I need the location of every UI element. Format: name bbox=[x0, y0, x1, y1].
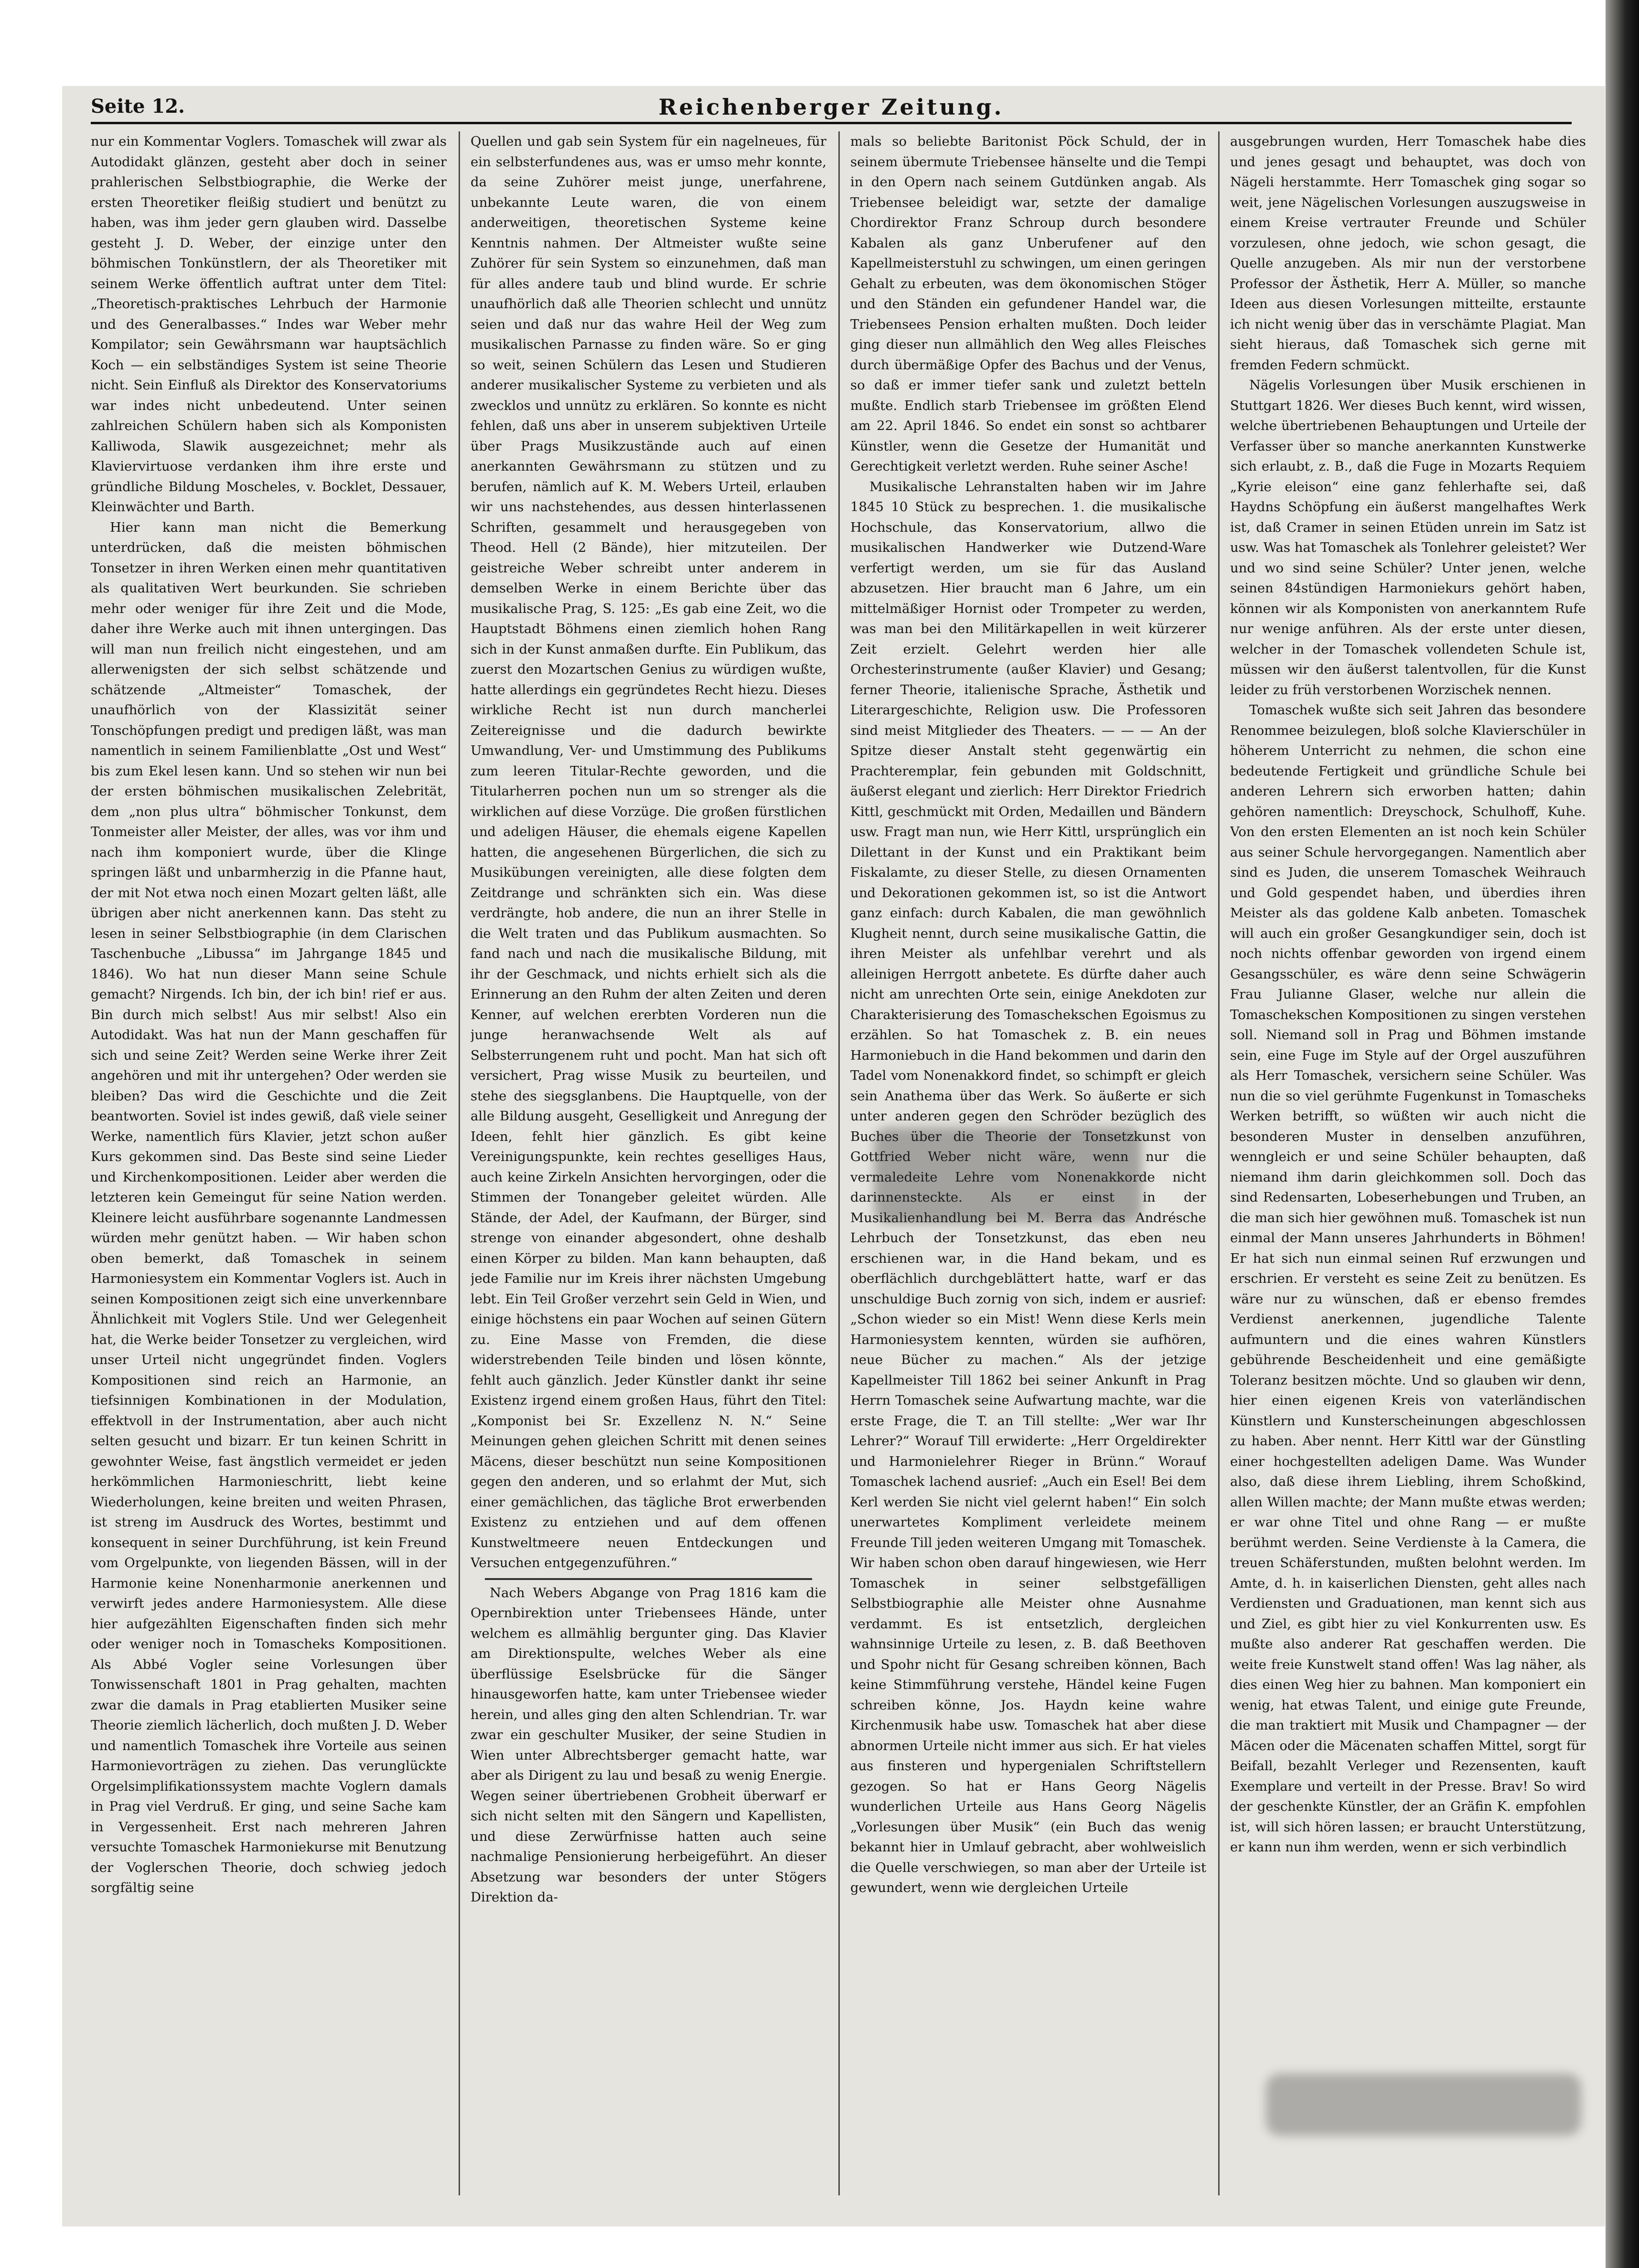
paragraph: Musikalische Lehranstalten haben wir im Jahre 1845 10 Stück zu besprechen. 1. die musikalische Hochschule, das Konservatorium, allwo die musikalischen Handwerker wie Dutzend-Ware verfertigt werden, um sie für das Ausland abzusetzen. Hier braucht man 6 Jahre, um ein mittelmäßiger Hornist oder Trompeter zu werden, was man bei den Militärkapellen in weit kürzerer Zeit erzielt. Gelehrt werden hier alle Orchesterinstrumente (außer Klavier) und Gesang; ferner Theorie, italienische Sprache, Ästhetik und Literargeschichte, Religion usw. Die Professoren sind meist Mitglieder des Theaters. — — — An der Spitze dieser Anstalt steht gegenwärtig ein Prachteremplar, fein gebunden mit Goldschnitt, äußerst elegant und zierlich: Herr Direktor Friedrich Kittl, geschmückt mit Orden, Medaillen und Bändern usw. Fragt man nun, wie Herr Kittl, ursprünglich ein Dilettant in der Kunst und ein Praktikant beim Fiskalamte, zu dieser Stelle, zu diesen Ornamenten und Dekorationen gekommen ist, so ist die Antwort ganz einfach: durch Kabalen, die man gewöhnlich Klugheit nennt, durch seine musikalische Gattin, die ihren Meister als unfehlbar verehrt und als alleinigen Herrgott anbetete. Es dürfte daher auch nicht am unrechten Orte sein, einige Anekdoten zur Charakterisierung des Tomaschekschen Egoismus zu erzählen. So hat Tomaschek z. B. ein neues Harmoniebuch in die Hand bekommen und darin den Tadel vom Nonenakkord findet, so schimpft er gleich sein Anathema über das Werk. So äußerte er sich unter anderen gegen den Schröder bezüglich des Buches über die Theorie der Tonsetzkunst von Gottfried Weber nicht wäre, wenn nur die vermaledeite Lehre vom Nonenakkorde nicht darinnensteckte. Als er einst in der Musikalienhandlung bei M. Berra das Andrésche Lehrbuch der Tonsetzkunst, das eben neu erschienen war, in die Hand bekam, und es oberflächlich durchgeblättert hatte, warf er das unschuldige Buch zornig von sich, indem er ausrief: „Schon wieder so ein Mist! Wenn diese Kerls mein Harmoniesystem kennten, würden sie aufhören, neue Bücher zu machen.“ Als der jetzige Kapellmeister Till 1862 bei seiner Ankunft in Prag Herrn Tomaschek seine Aufwartung machte, war die erste Frage, die T. an Till stellte: „Wer war Ihr Lehrer?“ Worauf Till erwiderte: „Herr Orgeldirekter und Harmonielehrer Rieger in Brünn.“ Worauf Tomaschek lachend ausrief: „Auch ein Esel! Bei dem Kerl werden Sie nicht viel gelernt haben!“ Ein solch unerwartetes Kompliment verleidete meinem Freunde Till jeden weiteren Umgang mit Tomaschek. Wir haben schon oben darauf hingewiesen, wie Herr Tomaschek in seiner selbstgefälligen Selbstbiographie alle Meister ohne Ausnahme verdammt. Es ist entsetzlich, dergleichen wahnsinnige Urteile zu lesen, z. B. daß Beethoven und Spohr nicht für Gesang schreiben können, Bach keine Stimmführung verstehe, Händel keine Fugen schreiben könne, Jos. Haydn keine wahre Kirchenmusik habe usw. Tomaschek hat aber diese abnormen Urteile nicht immer aus sich. Er hat vieles aus finsteren und hypergenialen Schriftstellern gezogen. So hat er Hans Georg Nägelis wunderlichen Urteile aus Hans Georg Nägelis „Vorlesungen über Musik“ (ein Buch das wenig bekannt hier in Umlauf gebracht, aber wohlweislich die Quelle verschwiegen, so man aber der Urteile ist gewundert, wenn wie dergleichen Urteile bbox=[850, 479, 1206, 1895]
masthead: Reichenberger Zeitung. bbox=[658, 94, 1004, 120]
paragraph: Nach Webers Abgange von Prag 1816 kam die Opernbirektion unter Triebensees Hände, unter welchem es allmählig bergunter ging. Das Klavier am Direktionspulte, welches Weber als eine überflüssige Eselsbrücke für die Sänger hinausgeworfen hatte, kam unter Triebensee wieder herein, und alles ging den alten Schlendrian. Tr. war zwar ein geschulter Musiker, der seine Studien in Wien unter Albrechtsberger gemacht hatte, war aber als Dirigent zu lau und besaß zu wenig Energie. Wegen seiner übertriebenen Grobheit überwarf er sich nicht selten mit den Sängern und Kapellisten, und diese Zerwürfnisse hatten auch seine nachmalige Pensionierung herbeigeführt. An dieser Absetzung war besonders der unter Stögers Direktion da- bbox=[471, 1585, 826, 1905]
paragraph: Tomaschek wußte sich seit Jahren das besondere Renommee beizulegen, bloß solche Klavierschüler in höherem Unterricht zu nehmen, die schon eine bedeutende Fertigkeit und gründliche Schule bei anderen Lehrern sich erworben hatten; dahin gehören namentlich: Dreyschock, Schulhoff, Kuhe. Von den ersten Elementen an ist noch kein Schüler aus seiner Schule hervorgegangen. Namentlich aber sind es Juden, die unserem Tomaschek Weihrauch und Gold gespendet haben, und überdies ihren Meister als das goldene Kalb anbeten. Tomaschek will auch ein großer Gesangkundiger sein, doch ist noch nichts offenbar geworden von irgend einem Gesangsschüler, es wäre denn seine Schwägerin Frau Julianne Glaser, welche nur allein die Tomaschekschen Kompositionen zu singen verstehen soll. Niemand soll in Prag und Böhmen imstande sein, eine Fuge im Style auf der Orgel auszuführen als Herr Tomaschek, versichern seine Schüler. Was nun die so viel gerühmte Fugenkunst in Tomascheks Werken betrifft, so wüßten wir auch nicht die besonderen Muster in denselben anzuführen, wenngleich er und seine Schüler behaupten, daß niemand ihm darin gleichkommen soll. Doch das sind Redensarten, Lobeserhebungen und Truben, an die man sich hier gewöhnen muß. Tomaschek ist nun einmal der Mann unseres Jahrhunderts in Böhmen! Er hat sich nun einmal seinen Ruf erzwungen und erschrien. Er versteht es seine Zeit zu benützen. Es wäre nur zu wünschen, daß er ebenso fremdes Verdienst anerkennen, jugendliche Talente aufmuntern und die eines wahren Künstlers gebührende Bescheidenheit und eine gemäßigte Toleranz besitzen möchte. Und so glauben wir denn, hier einen eigenen Kreis von vaterländischen Künstlern und Kunsterscheinungen abgeschlossen zu haben. Aber nennt. Herr Kittl war der Günstling einer hochgestellten adeligen Dame. Was Wunder also, daß diese ihrem Liebling, ihrem Schoßkind, allen Willen machte; der Mann mußte etwas werden; er war ohne Titel und ohne Rang — er mußte berühmt werden. Seine Verdienste à la Camera, die treuen Schäferstunden, mußten belohnt werden. Im Amte, d. h. in kaiserlichen Diensten, geht alles nach Verdiensten und Graduationen, man kennt sich aus und Ziel, es gibt hier zu viel Konkurrenten usw. Es mußte also anderer Rat geschaffen werden. Die weite freie Kunstwelt stand offen! Was lag näher, als dies einen Weg hier zu bahnen. Man komponiert ein wenig, hat etwas Talent, und einige gute Freunde, die man traktiert mit Musik und Champagner — der Mäcen oder die Mäcenaten schaffen Mittel, sorgt für Beifall, bezahlt Verleger und Rezensenten, kauft Exemplare und verteilt in der Presse. Brav! So wird der geschenkte Künstler, der an Gräfin K. empfohlen ist, will sich hören lassen; er braucht Unterstützung, er kann nun ihm werden, wenn er sich verbindlich bbox=[1230, 702, 1586, 1855]
column-rule bbox=[459, 131, 460, 2195]
paragraph: Quellen und gab sein System für ein nagelneues, für ein selbsterfundenes aus, was er umso mehr konnte, da seine Zuhörer meist junge, unerfahrene, unbekannte Leute waren, die von einem anderweitigen, theoretischen Systeme keine Kenntnis nahmen. Der Altmeister wußte seine Zuhörer für sein System so einzunehmen, daß man für alles andere taub und blind wurde. Er schrie unaufhörlich daß alle Theorien schlecht und unnütz seien und daß nur das wahre Heil der Weg zum musikalischen Parnasse zu finden wäre. So er ging so weit, seinen Schülern das Lesen und Studieren anderer musikalischer Systeme zu verbieten und als zwecklos und unnütz zu erklären. So konnte es nicht fehlen, daß uns aber in unserem subjektiven Urteile über Prags Musikzustände auch auf einen anerkannten Gewährsmann zu stützen und zu berufen, nämlich auf K. M. Webers Urteil, erlauben wir uns nachstehendes, aus dessen hinterlassenen Schriften, gesammelt und herausgegeben von Theod. Hell (2 Bände), hier mitzuteilen. Der geistreiche Weber schreibt unter anderem in demselben Werke in einem Berichte über das musikalische Prag, S. 125: „Es gab eine Zeit, wo die Hauptstadt Böhmens einen ziemlich hohen Rang sich in der Kunst anmaßen durfte. Ein Publikum, das zuerst den Mozartschen Genius zu würdigen wußte, hatte allerdings ein gegründetes Recht hiezu. Dieses wirkliche Recht ist nun durch mancherlei Zeitereignisse und die dadurch bewirkte Umwandlung, Ver- und Umstimmung des Publikums zum leeren Titular-Rechte geworden, und die Titularherren pochen nun um so strenger als die wirklichen auf diese Vorzüge. Die großen fürstlichen und adeligen Häuser, die ehemals eigene Kapellen hatten, die angesehenen Bürgerlichen, die sich zu Musikübungen vereinigten, alle diese folgten dem Zeitdrange und schränkten sich ein. Was diese verdrängte, hob andere, die nun an ihrer Stelle in die Welt traten und das Publikum ausmachten. So fand nach und nach die musikalische Bildung, mit ihr der Geschmack, und nichts erhielt sich als die Erinnerung an den Ruhm der alten Zeiten und deren Kenner, auf welchen ererbten Vorderen nun die junge heranwachsende Welt als auf Selbsterrungenem ruht und pocht. Man hat sich oft versichert, Prag wisse Musik zu beurteilen, und stehe des siegsglanbens. Die Hauptquelle, von der alle Bildung ausgeht, Geselligkeit und Anregung der Ideen, fehlt hier gänzlich. Es gibt keine Vereinigungspunkte, kein rechtes geselliges Haus, auch keine Zirkeln Ansichten hervorgingen, oder die Stimmen der Tonangeber geleitet würden. Alle Stände, der Adel, der Kaufmann, der Bürger, sind strenge von einander abgesondert, ohne deshalb einen Körper zu bilden. Man kann behaupten, daß jede Familie nur im Kreis ihrer nächsten Umgebung lebt. Ein Teil Großer verzehrt sein Geld in Wien, und einige höchstens ein paar Wochen auf seinen Gütern zu. Eine Masse von Fremden, die diese widerstrebenden Teile binden und lösen könnte, fehlt auch gänzlich. Jeder Künstler dankt ihr seine Existenz irgend einem großen Haus, führt den Titel: „Komponist bei Sr. Exzellenz N. N.“ Seine Meinungen gehen gleichen Schritt mit denen seines Mäcens, dieser beschützt nun seine Kompositionen gegen den anderen, und so erlahmt der Mut, sich einer gemächlichen, das tägliche Brot erwerbenden Existenz zu entziehen und auf dem offenen Kunstweltmeere neuen Entdeckungen und Versuchen entgegenzuführen.“ bbox=[471, 134, 826, 1570]
paragraph: Nägelis Vorlesungen über Musik erschienen in Stuttgart 1826. Wer dieses Buch kennt, wird wissen, welche übertriebenen Behauptungen und Urteile der Verfasser über so manche anerkannten Kunstwerke sich erlaubt, z. B., daß die Fuge in Mozarts Requiem „Kyrie eleison“ eine ganz fehlerhafte sei, daß Haydns Schöpfung ein äußerst mangelhaftes Werk ist, daß Cramer in seinen Etüden unrein im Satz ist usw. Was hat Tomaschek als Tonlehrer geleistet? Wer und wo sind seine Schüler? Unter jenen, welche seinen 84stündigen Harmoniekurs gehört haben, können wir als Komponisten von anerkanntem Rufe nur wenige anführen. Als der erste unter diesen, welcher in der Tomaschek vollendeten Schule ist, müssen wir den äußerst talentvollen, für die Kunst leider zu früh verstorbenen Worzischek nennen. bbox=[1230, 377, 1586, 698]
column-4 bbox=[1230, 131, 1586, 2186]
scan-edge-shadow bbox=[1606, 0, 1639, 2268]
paragraph: mals so beliebte Baritonist Pöck Schuld, der in seinem übermute Triebensee hänselte und die Tempi in den Opern nach seinem Gutdünken angab. Als Triebensee beleidigt war, setzte der damalige Chordirektor Franz Schroup durch besondere Kabalen als ganz Unberufener auf den Kapellmeisterstuhl zu schwingen, um einen geringen Gehalt zu erbeuten, was dem ökonomischen Stöger und den Ständen ein gefundener Handel war, die Triebensees Pension erhalten mußten. Doch leider ging dieser nun allmählich den Weg alles Fleisches durch übermäßige Opfer des Bachus und der Venus, so daß er immer tiefer sank und zuletzt betteln mußte. Endlich starb Triebensee im größten Elend am 22. April 1846. So endet ein sonst so achtbarer Künstler, wenn die Gesetze der Humanität und Gerechtigkeit verletzt werden. Ruhe seiner Asche! bbox=[850, 134, 1206, 474]
paragraph: Hier kann man nicht die Bemerkung unterdrücken, daß die meisten böhmischen Tonsetzer in ihren Werken einen mehr quantitativen als qualitativen Wert beurkunden. Sie schrieben mehr oder weniger für ihre Zeit und die Mode, daher ihre Werke auch mit ihnen untergingen. Das will man nun freilich nicht eingestehen, und am allerwenigsten der sich selbst schätzende und schätzende „Altmeister“ Tomaschek, der unaufhörlich von der Klassizität seiner Tonschöpfungen predigt und predigen läßt, was man namentlich in seinem Familienblatte „Ost und West“ bis zum Ekel lesen kann. Und so stehen wir nun bei der ersten böhmischen musikalischen Zelebrität, dem „non plus ultra“ böhmischer Tonkunst, dem Tonmeister aller Meister, der alles, was vor ihm und nach ihm komponiert wurde, über die Klinge springen läßt und unbarmherzig in die Pfanne haut, der mit Not etwa noch einen Mozart gelten läßt, alle übrigen aber nicht anerkennen kann. Das steht zu lesen in seiner Selbstbiographie (in dem Clarischen Taschenbuche „Libussa“ im Jahrgange 1845 und 1846). Wo hat nun dieser Mann seine Schule gemacht? Nirgends. Ich bin, der ich bin! rief er aus. Bin durch mich selbst! Aus mir selbst! Also ein Autodidakt. Was hat nun der Mann geschaffen für sich und seine Zeit? Werden seine Werke ihrer Zeit angehören und mit ihr untergehen? Oder werden sie bleiben? Das wird die Geschichte und die Zeit beantworten. Soviel ist indes gewiß, daß viele seiner Werke, namentlich fürs Klavier, jetzt schon außer Kurs gekommen sind. Das Beste sind seine Lieder und Kirchenkompositionen. Leider aber werden die letzteren kein Gemeingut für seine Nation werden. Kleinere leicht ausführbare sogenannte Landmessen würden mehr genützt haben. — Wir haben schon oben bemerkt, daß Tomaschek in seinem Harmoniesystem ein Kommentar Voglers ist. Auch in seinen Kompositionen zeigt sich eine unverkennbare Ähnlichkeit mit Voglers Stile. Und wer Gelegenheit hat, die Werke beider Tonsetzer zu vergleichen, wird unser Urteil nicht ungegründet finden. Voglers Kompositionen sind reich an Harmonie, an tiefsinnigen Kombinationen in der Modulation, effektvoll in der Instrumentation, aber auch nicht selten gesucht und bizarr. Er tun keinen Schritt in gewohnter Weise, fast ängstlich vermeidet er jeden herkömmlichen Harmonieschritt, liebt keine Wiederholungen, keine breiten und weiten Phrasen, ist streng im Ausdruck des Wortes, bestimmt und konsequent in seiner Durchführung, ist kein Freund vom Orgelpunkte, von liegenden Bässen, will in der Harmonie keine Nonenharmonie anerkennen und verwirft jedes andere Harmoniesystem. Alle diese hier aufgezählten Eigenschaften finden sich mehr oder weniger noch in Tomascheks Kompositionen. Als Abbé Vogler seine Vorlesungen über Tonwissenschaft 1801 in Prag gehalten, machten zwar die damals in Prag etablierten Musiker seine Theorie ziemlich lächerlich, doch mußten J. D. Weber und namentlich Tomaschek ihre Vorteile aus seinen Harmonievorträgen zu ziehen. Das verunglückte Orgelsimplifikationssystem machte Voglern damals in Prag viel Verdruß. Er ging, und seine Sache kam in Vergessenheit. Erst nach mehreren Jahren versuchte Tomaschek Harmoniekurse mit Benutzung der Voglerschen Theorie, doch schwieg jedoch sorgfältig seine bbox=[91, 519, 447, 1895]
newspaper-page bbox=[62, 86, 1605, 2226]
ink-smudge bbox=[874, 1128, 1142, 1223]
column-rule bbox=[1218, 131, 1220, 2195]
page-header bbox=[91, 93, 1572, 124]
paragraph: ausgebrungen wurden, Herr Tomaschek habe dies und jenes gesagt und behauptet, was doch von Nägeli herstammte. Herr Tomaschek ging sogar so weit, jene Nägelischen Vorlesungen auszugsweise in einem Kreise vertrauter Freunde und Schüler vorzulesen, ohne jedoch, wie schon gesagt, die Quelle anzugeben. Als mir nun der verstorbene Professor der Ästhetik, Herr A. Müller, so manche Ideen aus diesen Vorlesungen mitteilte, erstaunte ich nicht wenig über das in verschämte Plagiat. Man sieht hieraus, daß Tomaschek sich gerne mit fremden Federn schmückt. bbox=[1230, 134, 1586, 373]
paragraph: nur ein Kommentar Voglers. Tomaschek will zwar als Autodidakt glänzen, gesteht aber doch in seiner prahlerischen Selbstbiographie, die Werke der ersten Theoretiker fleißig studiert und benützt zu haben, was ihm jeder gern glauben wird. Dasselbe gesteht J. D. Weber, der einzige unter den böhmischen Tonkünstlern, der als Theoretiker mit seinem Werke öffentlich auftrat unter dem Titel: „Theoretisch-praktisches Lehrbuch der Harmonie und des Generalbasses.“ Indes war Weber mehr Kompilator; sein Gewährsmann war hauptsächlich Koch — ein selbständiges System ist seine Theorie nicht. Sein Einfluß als Direktor des Konservatoriums war indes nicht unbedeutend. Unter seinen zahlreichen Schülern haben sich als Komponisten Kalliwoda, Slawik ausgezeichnet; mehr als Klaviervirtuose verdanken ihm ihre erste und gründliche Bildung Moscheles, v. Bocklet, Dessauer, Kleinwächter und Barth. bbox=[91, 134, 447, 515]
page-number: Seite 12. bbox=[91, 95, 185, 118]
column-2 bbox=[471, 131, 826, 2186]
section-divider bbox=[485, 1578, 812, 1580]
column-1 bbox=[91, 131, 447, 2186]
ink-smudge bbox=[1266, 2074, 1581, 2136]
column-rule bbox=[838, 131, 840, 2195]
